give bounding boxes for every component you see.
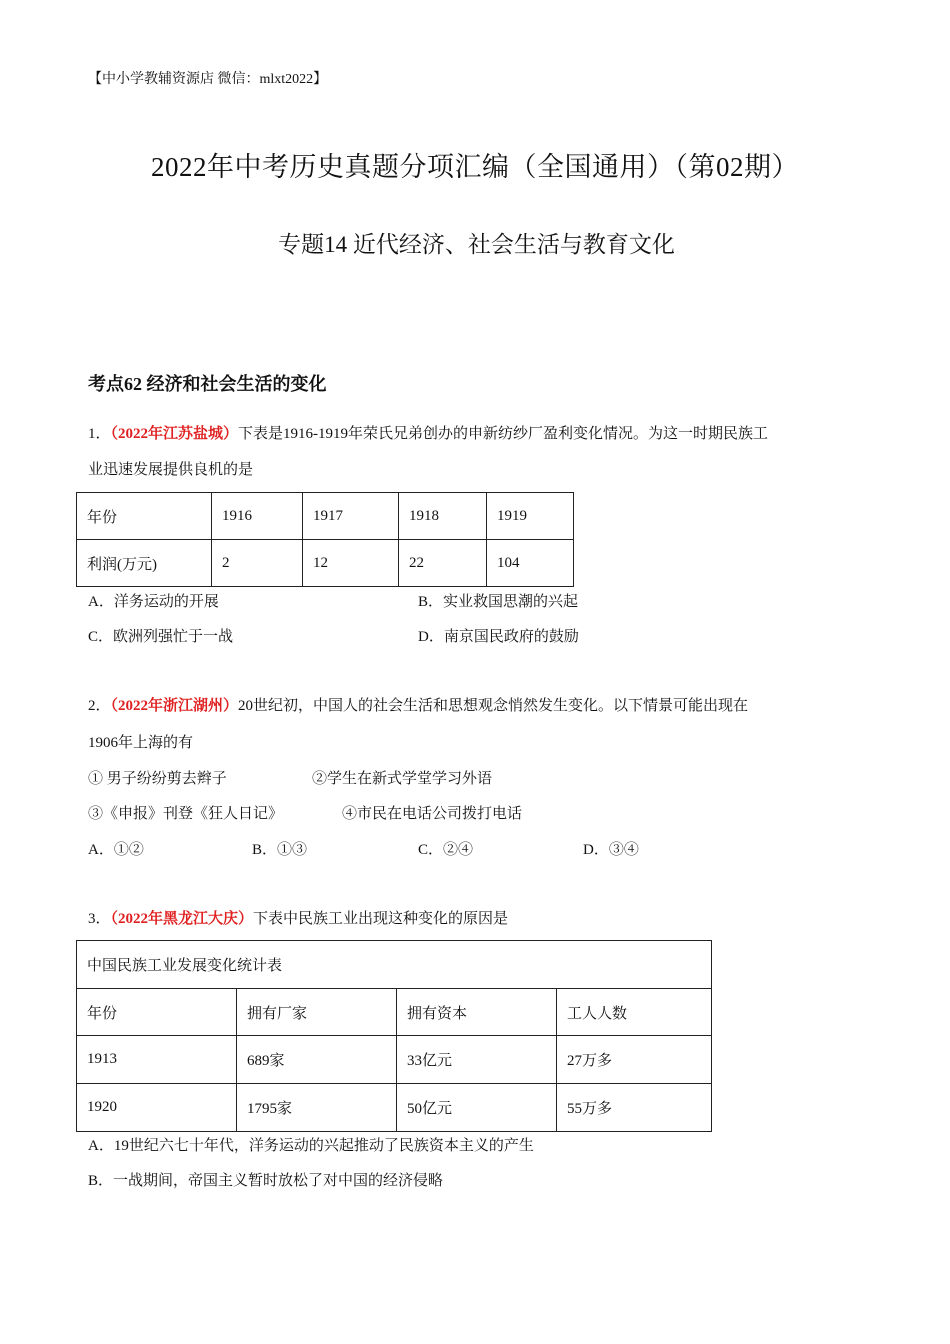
table-cell: 689家: [237, 1036, 397, 1084]
question-text: 20世纪初，中国人的社会生活和思想观念悄然发生变化。以下情景可能出现在: [238, 698, 749, 714]
table-cell: 22: [399, 540, 487, 587]
table-cell: 利润(万元): [77, 540, 212, 587]
question-text: 下表中民族工业出现这种变化的原因是: [253, 911, 509, 927]
question-number: 3．: [88, 911, 111, 927]
table-cell: 12: [303, 540, 399, 587]
question-3-table: [76, 940, 712, 1132]
table-row: [77, 493, 574, 540]
table-cell: 工人人数: [557, 989, 712, 1036]
option-c: C．欧洲列强忙于一战: [88, 629, 234, 645]
statement-2: ②学生在新式学堂学习外语: [312, 771, 493, 787]
table-cell: 50亿元: [397, 1084, 557, 1132]
table-cell: 1919: [487, 493, 574, 540]
table-cell: 55万多: [557, 1084, 712, 1132]
question-2-stem-cont: 1906年上海的有: [88, 735, 194, 751]
question-1-table: [76, 492, 574, 587]
table-cell: 1918: [399, 493, 487, 540]
table-row: [77, 1036, 712, 1084]
statement-3: ③《申报》刊登《狂人日记》: [88, 806, 284, 822]
table-cell: 27万多: [557, 1036, 712, 1084]
question-source: （2022年浙江湖州）: [110, 698, 239, 714]
question-1-stem-cont: 业迅速发展提供良机的是: [88, 462, 254, 478]
table-row: [77, 1084, 712, 1132]
page-title: 2022年中考历史真题分项汇编（全国通用）（第02期）: [151, 152, 799, 182]
table-cell: 1916: [212, 493, 303, 540]
table-cell: 拥有资本: [397, 989, 557, 1036]
question-2-stem: [88, 696, 748, 716]
section-title: 考点62 经济和社会生活的变化: [88, 374, 327, 394]
table-cell: 33亿元: [397, 1036, 557, 1084]
page-subtitle: 专题14 近代经济、社会生活与教育文化: [278, 232, 675, 257]
statement-1: ① 男子纷纷剪去辫子: [88, 771, 227, 787]
table-row: [77, 540, 574, 587]
option-c: C．②④: [418, 842, 474, 858]
table-cell: 拥有厂家: [237, 989, 397, 1036]
option-b: B．实业救国思潮的兴起: [418, 594, 579, 610]
statement-4: ④市民在电话公司拨打电话: [342, 806, 523, 822]
option-a: A．①②: [88, 842, 144, 858]
table-row: [77, 989, 712, 1036]
question-number: 1．: [88, 426, 111, 442]
header-note: 【中小学教辅资源店 微信：mlxt2022】: [88, 72, 328, 87]
table-cell: 年份: [77, 989, 237, 1036]
question-text: 下表是1916-1919年荣氏兄弟创办的申新纺纱厂盈利变化情况。为这一时期民族工: [238, 426, 769, 442]
question-number: 2．: [88, 698, 111, 714]
table-cell: 104: [487, 540, 574, 587]
option-d: D．③④: [583, 842, 639, 858]
question-source: （2022年黑龙江大庆）: [110, 911, 254, 927]
option-b: B．一战期间，帝国主义暂时放松了对中国的经济侵略: [88, 1173, 444, 1189]
table-cell: 1920: [77, 1084, 237, 1132]
option-d: D．南京国民政府的鼓励: [418, 629, 579, 645]
table-cell: 1917: [303, 493, 399, 540]
table-cell: 1913: [77, 1036, 237, 1084]
option-a: A．19世纪六七十年代，洋务运动的兴起推动了民族资本主义的产生: [88, 1138, 534, 1154]
question-3-stem: [88, 909, 508, 929]
table-caption-row: [77, 941, 712, 989]
table-cell: 2: [212, 540, 303, 587]
option-b: B．①③: [252, 842, 308, 858]
table-caption: 中国民族工业发展变化统计表: [77, 941, 712, 989]
option-a: A．洋务运动的开展: [88, 594, 219, 610]
table-cell: 年份: [77, 493, 212, 540]
question-source: （2022年江苏盐城）: [110, 426, 239, 442]
table-cell: 1795家: [237, 1084, 397, 1132]
question-1-stem: [88, 424, 768, 444]
